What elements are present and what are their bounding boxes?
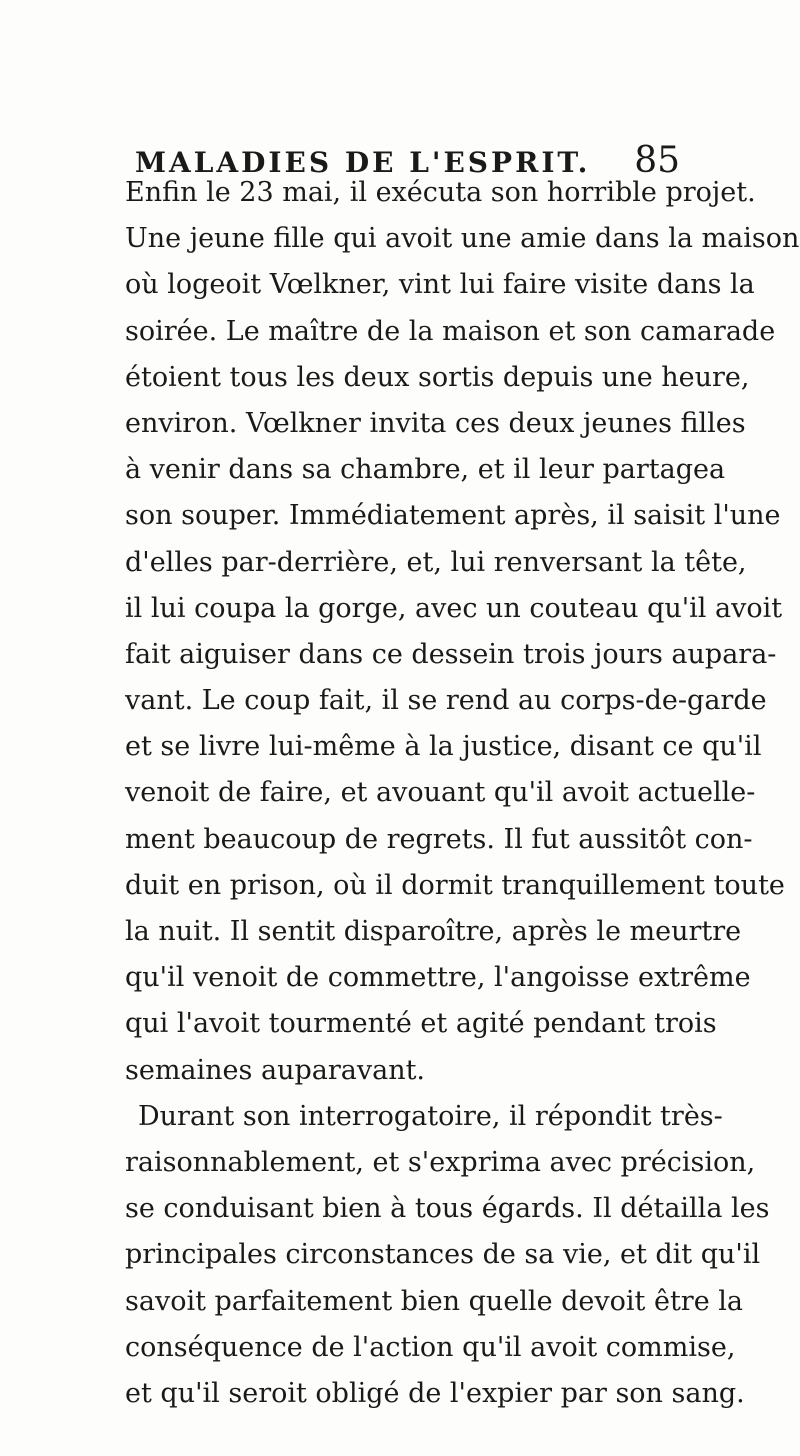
text-line: qui l'avoit tourmenté et agité pendant trois bbox=[125, 1008, 717, 1040]
page-number: 85 bbox=[634, 140, 680, 181]
text-line: la nuit. Il sentit disparoître, après le meurtre bbox=[125, 916, 742, 947]
text-line: ment beaucoup de regrets. Il fut aussitôt con- bbox=[125, 823, 753, 855]
text-line: Une jeune fille qui avoit une amie dans la maison bbox=[125, 223, 800, 255]
text-line: fait aiguiser dans ce dessein trois jours aupara- bbox=[125, 638, 777, 670]
text-line: savoit parfaitement bien quelle devoit être la bbox=[125, 1285, 743, 1317]
text-line: Durant son interrogatoire, il répondit très- bbox=[138, 1100, 723, 1132]
text-line: Enfin le 23 mai, il exécuta son horrible projet. bbox=[125, 177, 756, 208]
text-line: conséquence de l'action qu'il avoit commise, bbox=[125, 1331, 736, 1363]
text-line: et qu'il seroit obligé de l'expier par son sang. bbox=[125, 1377, 745, 1409]
text-line: raisonnablement, et s'exprima avec précision, bbox=[125, 1146, 756, 1178]
text-line: d'elles par-derrière, et, lui renversant la tête, bbox=[125, 546, 747, 578]
text-line: vant. Le coup fait, il se rend au corps-de-garde bbox=[125, 685, 767, 717]
text-line: étoient tous les deux sortis depuis une heure, bbox=[125, 361, 750, 393]
text-line: principales circonstances de sa vie, et dit qu'il bbox=[125, 1239, 761, 1271]
running-title: MALADIES DE L'ESPRIT. bbox=[135, 146, 591, 179]
text-line: son souper. Immédiatement après, il saisit l'une bbox=[125, 500, 781, 532]
text-line: et se livre lui-même à la justice, disant ce qu'il bbox=[125, 731, 762, 763]
text-line: semaines auparavant. bbox=[125, 1054, 426, 1086]
text-line: venoit de faire, et avouant qu'il avoit actuelle- bbox=[125, 777, 756, 809]
text-line: où logeoit Vœlkner, vint lui faire visite dans la bbox=[125, 269, 755, 301]
text-line: il lui coupa la gorge, avec un couteau qu'il avoit bbox=[125, 592, 783, 624]
text-line: se conduisant bien à tous égards. Il détailla les bbox=[125, 1193, 770, 1225]
body-text bbox=[125, 170, 800, 1417]
text-line: à venir dans sa chambre, et il leur partagea bbox=[125, 454, 726, 486]
text-line: environ. Vœlkner invita ces deux jeunes filles bbox=[125, 407, 746, 439]
text-line: duit en prison, où il dormit tranquillement toute bbox=[125, 869, 785, 901]
text-line: qu'il venoit de commettre, l'angoisse extrême bbox=[125, 962, 751, 994]
text-line: soirée. Le maître de la maison et son camarade bbox=[125, 315, 776, 347]
